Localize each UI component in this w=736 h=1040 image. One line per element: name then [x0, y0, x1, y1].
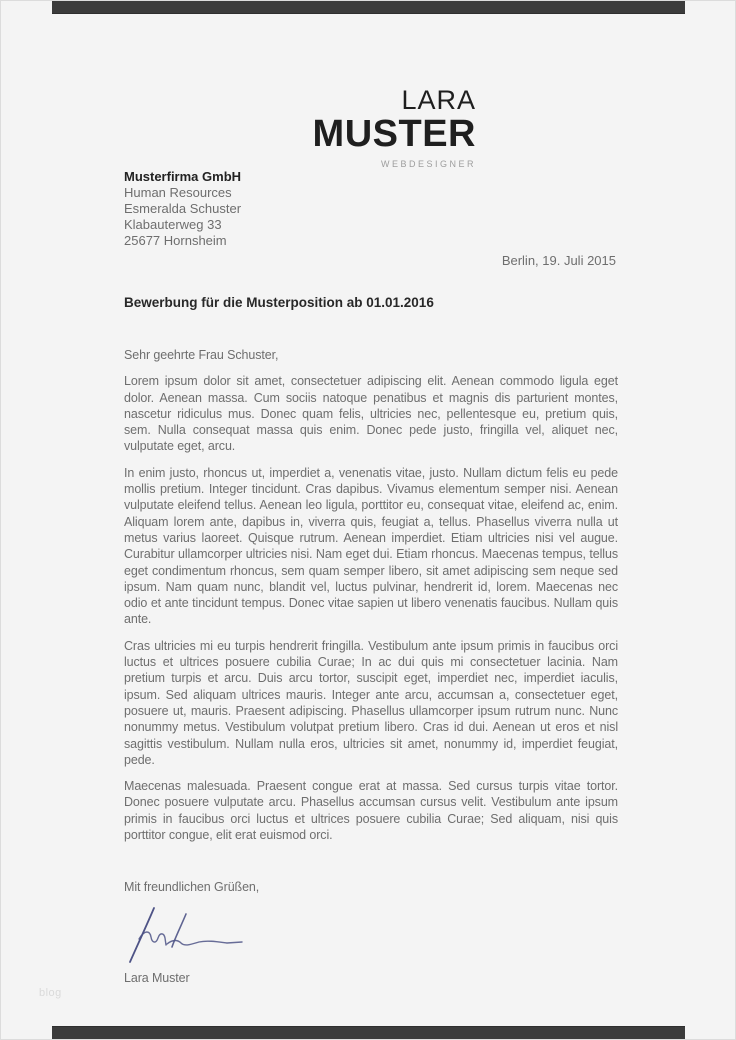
- date-line: Berlin, 19. Juli 2015: [501, 253, 616, 268]
- recipient-company: Musterfirma GmbH: [124, 169, 242, 184]
- recipient-contact-person: Esmeralda Schuster: [124, 201, 242, 216]
- bottom-accent-bar: [52, 1026, 685, 1039]
- top-accent-bar: [52, 1, 685, 14]
- closing-phrase: Mit freundlichen Grüßen,: [124, 880, 260, 895]
- paragraph-2: In enim justo, rhoncus ut, imperdiet a, venenatis vitae, justo. Nullam dictum felis eu pede mollis pretium. Integer tincidunt. Cras dapibus. Vivamus elementum semper nisi. Aenean vulputate eleifend tellus. Aenean leo ligula, porttitor eu, consequat vitae, eleifend ac, enim. Aliquam lorem ante, dapibus in, viverra quis, feugiat a, tellus. Phasellus viverra nulla ut metus varius laoreet. Quisque rutrum. Aenean imperdiet. Etiam ultricies nisi vel augue. Curabitur ullamcorper ultricies nisi. Nam eget dui. Etiam rhoncus. Maecenas tempus, tellus eget condimentum rhoncus, sem quam semper libero, sit amet adipiscing sem neque sed ipsum. Nam quam nunc, blandit vel, luctus pulvinar, hendrerit id, lorem. Maecenas nec odio et ante tincidunt tempus. Donec vitae sapien ut libero venenatis faucibus. Nullam quis ante.: [124, 465, 618, 627]
- letterhead: [313, 85, 476, 169]
- recipient-street: Klabauterweg 33: [124, 217, 222, 232]
- salutation: Sehr geehrte Frau Schuster,: [124, 348, 279, 362]
- signature-scribble: [124, 904, 618, 968]
- signature-name: Lara Muster: [124, 970, 190, 985]
- paragraph-4: Maecenas malesuada. Praesent congue erat at massa. Sed cursus turpis vitae tortor. Donec posuere vulputate arcu. Phasellus accumsan cursus velit. Vestibulum ante ipsum primis in faucibus orci luctus et ultrices posuere cubilia Curae; Sed aliquam, nisi quis porttitor congue, elit erat euismod orci.: [124, 779, 618, 843]
- recipient-department: Human Resources: [124, 185, 232, 200]
- letter-body: [124, 347, 618, 986]
- subject-line: Bewerbung für die Musterposition ab 01.01.2016: [124, 295, 434, 310]
- watermark-text: blog: [39, 987, 62, 999]
- sender-first-name: LARA: [401, 85, 476, 115]
- paragraph-3: Cras ultricies mi eu turpis hendrerit fringilla. Vestibulum ante ipsum primis in faucibus orci luctus et ultrices posuere cubilia Curae; In ac dui quis mi consectetuer lacinia. Nam pretium turpis et arcu. Duis arcu tortor, suscipit eget, imperdiet nec, imperdiet iaculis, ipsum. Sed aliquam ultrices mauris. Integer ante arcu, accumsan a, consectetuer eget, posuere ut, mauris. Praesent adipiscing. Phasellus ullamcorper ipsum rutrum nunc. Nunc nonummy metus. Vestibulum volutpat pretium libero. Cras id dui. Aenean ut eros et nisl sagittis vestibulum. Nullam nulla eros, ultricies sit amet, nonummy id, imperdiet feugiat, pede.: [124, 638, 618, 767]
- paragraph-1: Lorem ipsum dolor sit amet, consectetuer adipiscing elit. Aenean commodo ligula eget dolor. Aenean massa. Cum sociis natoque penatibus et magnis dis parturient montes, nascetur ridiculus mus. Donec quam felis, ultricies nec, pellentesque eu, pretium quis, sem. Nulla consequat massa quis enim. Donec pede justo, fringilla vel, aliquet nec, vulputate eget, arcu.: [124, 374, 618, 454]
- sender-last-name: MUSTER: [312, 113, 476, 155]
- sender-job-title: WEBDESIGNER: [380, 159, 476, 169]
- recipient-address-block: [124, 169, 241, 249]
- recipient-city: 25677 Hornsheim: [124, 233, 227, 248]
